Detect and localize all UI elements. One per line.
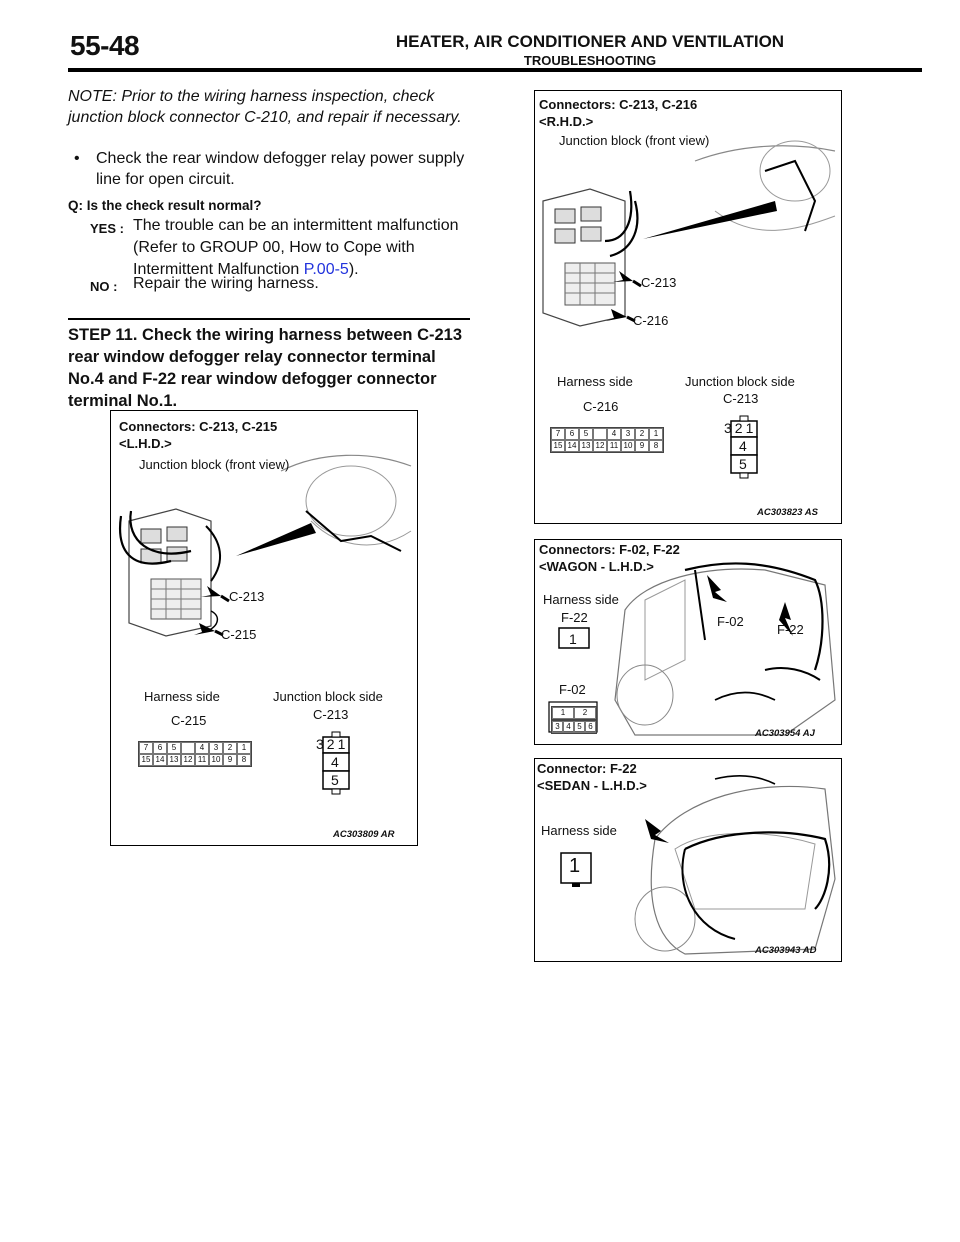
fig-rhd-jb-label: Junction block (front view) — [559, 133, 710, 148]
pin: 1 — [237, 742, 251, 754]
bullet-text: Check the rear window defogger relay power supply line for open circuit. — [96, 150, 465, 188]
fig-wagon-callout-f22: F-22 — [777, 622, 804, 637]
pin: 3 — [552, 721, 563, 733]
fig-lhd-callout-c213: C-213 — [229, 589, 265, 604]
pin — [181, 742, 195, 754]
step-heading: STEP 11. Check the wiring harness between C-213 rear window defogger relay connector terminal No.4 and F-22 rear window defogger connector terminal No.1. — [68, 326, 463, 410]
connector-c216-pinout — [550, 427, 664, 453]
pin: 2 — [635, 428, 649, 440]
pin: 8 — [649, 440, 663, 452]
pin: 2 — [574, 707, 596, 719]
fig-sedan-harness-side: Harness side — [541, 823, 617, 838]
pin: 2 — [223, 742, 237, 754]
fig-sedan-title: Connector: F-22 — [537, 761, 637, 776]
pin: 6 — [565, 428, 579, 440]
c213-top-pins: 321 — [316, 736, 349, 752]
yes-label: YES : — [90, 221, 124, 236]
connector-c215-pinout — [138, 741, 252, 767]
pin: 14 — [565, 440, 579, 452]
fig-lhd-harness-side: Harness side — [144, 689, 220, 704]
pin: 7 — [551, 428, 565, 440]
pin: 4 — [195, 742, 209, 754]
pin: 1 — [552, 707, 574, 719]
pin: 15 — [139, 754, 153, 766]
f22-pin-1: 1 — [569, 631, 577, 647]
pin: 14 — [153, 754, 167, 766]
no-label: NO : — [90, 279, 118, 294]
bullet-dot: • — [74, 150, 80, 167]
rhd-illustration — [535, 91, 841, 523]
pin: 4 — [607, 428, 621, 440]
fig-wagon-callout-f02: F-02 — [717, 614, 744, 629]
pin: 13 — [167, 754, 181, 766]
yes-answer — [133, 215, 473, 281]
fig-sedan-pin-1: 1 — [569, 855, 581, 877]
pin: 9 — [635, 440, 649, 452]
header-rule — [68, 68, 922, 72]
yes-text: The trouble can be an intermittent malfunction (Refer to GROUP 00, How to Cope with Intermittent Malfunction — [133, 217, 459, 278]
fig-lhd-code: AC303809 AR — [333, 829, 395, 840]
fig-rhd-variant: <R.H.D.> — [539, 114, 594, 129]
fig-lhd-jb-side: Junction block side — [273, 689, 383, 704]
pin: 12 — [593, 440, 607, 452]
pin: 11 — [195, 754, 209, 766]
pin: 5 — [574, 721, 585, 733]
pin: 11 — [607, 440, 621, 452]
pin: 9 — [223, 754, 237, 766]
pin: 6 — [585, 721, 596, 733]
pin: 10 — [621, 440, 635, 452]
page-number: 55-48 — [70, 30, 140, 61]
fig-sedan-code: AC303943 AD — [755, 945, 817, 956]
fig-rhd-conn-c216-label: C-216 — [583, 399, 619, 414]
c213-rhd-pin-4: 4 — [739, 438, 747, 454]
pin: 3 — [209, 742, 223, 754]
fig-rhd-title: Connectors: C-213, C-216 — [539, 97, 698, 112]
page-title: HEATER, AIR CONDITIONER AND VENTILATION — [395, 32, 785, 51]
yes-text-end: ). — [348, 261, 359, 278]
figure-sedan-f22 — [534, 758, 842, 962]
fig-wagon-f22-label: F-22 — [561, 610, 588, 625]
c213-pin-4: 4 — [331, 754, 339, 770]
pin: 8 — [237, 754, 251, 766]
figure-wagon-f02-f22 — [534, 539, 842, 745]
fig-wagon-variant: <WAGON - L.H.D.> — [539, 559, 654, 574]
page-subtitle: TROUBLESHOOTING — [523, 53, 657, 68]
fig-wagon-f02-label: F-02 — [559, 682, 586, 697]
fig-lhd-conn-c215-label: C-215 — [171, 713, 207, 728]
pin: 5 — [579, 428, 593, 440]
no-answer: Repair the wiring harness. — [133, 275, 319, 292]
pin: 1 — [649, 428, 663, 440]
fig-wagon-code: AC303954 AJ — [755, 728, 815, 739]
pin: 6 — [153, 742, 167, 754]
connector-f02-pinout-bottom — [551, 720, 597, 734]
question: Q: Is the check result normal? — [68, 198, 262, 213]
bullet-item — [74, 148, 474, 190]
pin: 5 — [167, 742, 181, 754]
fig-rhd-conn-c213-label: C-213 — [723, 391, 759, 406]
fig-lhd-title: Connectors: C-213, C-215 — [119, 419, 278, 434]
connector-f02-pinout-top — [551, 706, 597, 720]
fig-wagon-harness-side: Harness side — [543, 592, 619, 607]
pin: 7 — [139, 742, 153, 754]
fig-rhd-harness-side: Harness side — [557, 374, 633, 389]
fig-lhd-jb-label: Junction block (front view) — [139, 457, 290, 472]
pin: 4 — [563, 721, 574, 733]
fig-rhd-callout-c213: C-213 — [641, 275, 677, 290]
lhd-illustration — [111, 411, 417, 845]
pin: 10 — [209, 754, 223, 766]
c213-pin-5: 5 — [331, 772, 339, 788]
c213-rhd-pin-5: 5 — [739, 456, 747, 472]
fig-sedan-variant: <SEDAN - L.H.D.> — [537, 778, 647, 793]
reference-link[interactable]: P.00-5 — [303, 261, 349, 278]
figure-lhd-junction-block — [110, 410, 418, 846]
fig-lhd-conn-c213-label: C-213 — [313, 707, 349, 722]
c213-rhd-top-pins: 321 — [724, 420, 757, 436]
fig-wagon-title: Connectors: F-02, F-22 — [539, 542, 680, 557]
fig-lhd-variant: <L.H.D.> — [119, 436, 172, 451]
step-rule — [68, 318, 470, 320]
fig-lhd-callout-c215: C-215 — [221, 627, 257, 642]
pin: 13 — [579, 440, 593, 452]
figure-rhd-junction-block — [534, 90, 842, 524]
fig-rhd-callout-c216: C-216 — [633, 313, 669, 328]
fig-rhd-jb-side: Junction block side — [685, 374, 795, 389]
fig-rhd-code: AC303823 AS — [757, 507, 818, 518]
pin: 15 — [551, 440, 565, 452]
pin: 3 — [621, 428, 635, 440]
pin — [593, 428, 607, 440]
pin: 12 — [181, 754, 195, 766]
note-text: NOTE: Prior to the wiring harness inspection, check junction block connector C-210, and repair if necessary. — [68, 88, 462, 126]
